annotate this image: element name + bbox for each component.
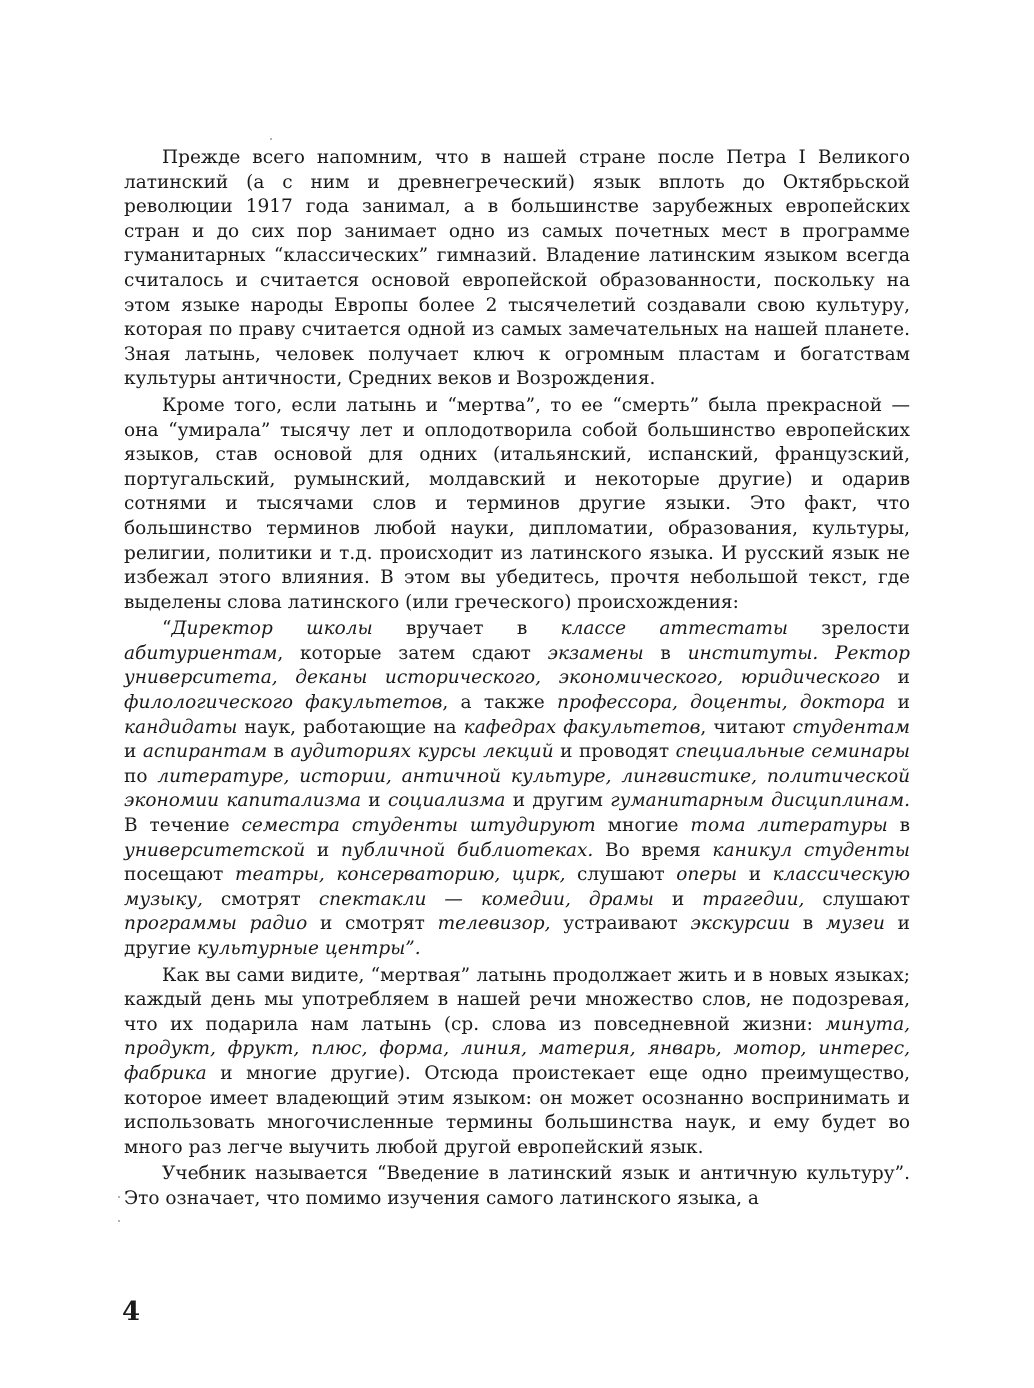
paragraph-5 xyxy=(124,1162,910,1211)
text-segment: в xyxy=(790,913,826,935)
text-segment: и другим xyxy=(505,790,611,812)
text-segment: и проводят xyxy=(553,741,676,763)
text-segment-italic: классе аттестаты xyxy=(560,618,788,640)
text-segment: и xyxy=(885,692,910,714)
text-segment: зрелости xyxy=(788,618,910,640)
text-segment-italic: аспирантам xyxy=(142,741,268,763)
text-segment: и другие xyxy=(124,913,910,959)
text-segment: , которые затем сдают xyxy=(277,642,548,664)
text-segment: и смотрят xyxy=(307,913,438,935)
text-segment-italic: тома литературы xyxy=(690,815,888,837)
text-segment: и xyxy=(653,888,703,910)
text-segment-italic: социализма xyxy=(387,790,506,812)
text-segment-italic: трагедии, xyxy=(702,888,805,910)
text-segment: и многие другие). Отсюда проистекает еще одно преимущество, которое имеет владеющий этим языком: он может осознанно воспринимать и использовать многочисленные термины большинства наук, и ему будет во много раз легче выучить любой другой европейский язык. xyxy=(124,1062,910,1158)
text-segment: Во время xyxy=(593,839,713,861)
paragraph-3-quote xyxy=(124,617,910,961)
text-segment-italic: университетской xyxy=(124,839,306,861)
text-segment-italic: гуманитарным дисциплинам. xyxy=(610,790,910,812)
text-segment: вручает в xyxy=(372,618,561,640)
paragraph-1 xyxy=(124,146,910,392)
text-segment: , читают xyxy=(700,716,793,738)
text-segment: и xyxy=(880,667,911,689)
text-segment-italic: спектакли — комедии, драмы xyxy=(318,888,654,910)
text-segment: в xyxy=(267,741,291,763)
text-segment-italic: литературе, истории, античной культуре, лингвистике, политической экономии капитализма xyxy=(124,765,910,812)
text-segment: посещают xyxy=(124,864,235,886)
text-segment: слушают xyxy=(804,888,910,910)
text-segment-italic: классическую музыку, xyxy=(124,864,911,910)
text-segment-italic: оперы xyxy=(676,864,738,886)
text-segment-italic: абитуриентам xyxy=(124,642,278,664)
text-segment: Учебник называется “Введение в латинский язык и античную культуру”. Это означает, что помимо изучения самого латинского языка, а xyxy=(124,1163,910,1209)
text-segment-italic: специальные семинары xyxy=(675,741,910,763)
page-text-block xyxy=(124,146,910,1212)
text-segment: Прежде всего напомним, что в нашей стране после Петра I Великого латинский (а с ним и древнегреческий) язык вплоть до Октябрьской революции 1917 года занимал, а в большинстве зарубежных европейских стран и до сих пор занимает одно из самых почетных мест в программе гуманитарных “классических” гимназий. Владение латинским языком всегда считалось и считается основой европейской образованности, поскольку на этом языке народы Европы более 2 тысячелетий создавали свою культуру, которая по праву считается одной из самых замечательных на нашей планете. Зная латынь, человек получает ключ к огромным пластам и богатствам культуры античности, Средних веков и Возрождения. xyxy=(124,147,910,390)
text-segment-italic: музеи xyxy=(825,913,885,935)
text-segment-italic: экзамены xyxy=(547,642,644,664)
text-segment: “ xyxy=(162,618,172,640)
text-segment: в xyxy=(643,642,688,664)
text-segment-italic: кандидаты xyxy=(124,716,238,738)
text-segment: Кроме того, если латынь и “мертва”, то ее “смерть” была прекрасной — она “умирала” тысячу лет и оплодотворила собой большинство европейских языков, став основой для одних (итальянский, испанский, французский, португальский, румынский, молдавский и некоторые другие) и одарив сотнями и тысячами слов и терминов другие языки. Это факт, что большинство терминов любой науки, дипломатии, образования, культуры, религии, политики и т.д. происходит из латинского языка. И русский язык не избежал этого влияния. В этом вы убедитесь, прочтя небольшой текст, где выделены слова латинского (или греческого) происхождения: xyxy=(124,394,910,613)
text-segment-italic: театры, консерваторию, цирк, xyxy=(234,864,566,886)
text-segment-italic: семестра студенты штудируют xyxy=(241,815,596,837)
paragraph-2 xyxy=(124,394,910,615)
text-segment-italic: аудиториях курсы лекций xyxy=(290,741,554,763)
text-segment-italic: культурные центры”. xyxy=(196,938,421,959)
text-segment: наук, работающие на xyxy=(237,716,464,738)
text-segment: в xyxy=(887,815,911,837)
text-segment: и xyxy=(124,741,143,763)
text-segment: Как вы сами видите, “мертвая” латынь продолжает жить и в новых языках; каждый день мы употребляем в нашей речи множество слов, не подозревая, что их подарила нам латынь (ср. слова из повседневной жизни: xyxy=(124,964,910,1035)
text-segment: и xyxy=(360,790,388,812)
text-segment-italic: институты. Ректор университета, деканы исторического, экономического, юридического xyxy=(124,642,910,689)
text-segment-italic: программы радио xyxy=(124,913,308,935)
text-segment: смотрят xyxy=(202,888,319,910)
text-segment-italic: публичной библиотеках. xyxy=(340,839,594,861)
text-segment: и xyxy=(737,864,773,886)
text-segment-italic: филологического факультетов xyxy=(124,692,443,714)
scan-speck xyxy=(118,1196,120,1198)
text-segment-italic: экскурсии xyxy=(690,913,791,935)
text-segment: слушают xyxy=(565,864,677,886)
text-segment: многие xyxy=(595,815,691,837)
text-segment: по xyxy=(124,765,158,787)
text-segment-italic: кафедрах факультетов xyxy=(463,716,701,738)
text-segment: и xyxy=(305,839,341,861)
text-segment: устраивают xyxy=(550,913,691,935)
text-segment: , а также xyxy=(442,692,557,714)
scan-speck xyxy=(270,138,272,140)
text-segment-italic: телевизор, xyxy=(437,913,551,935)
text-segment-italic: каникул студенты xyxy=(712,839,910,861)
scan-speck xyxy=(118,1220,120,1222)
text-segment-italic: Директор школы xyxy=(171,618,373,640)
text-segment-italic: студентам xyxy=(792,716,910,738)
text-segment: В течение xyxy=(124,815,242,837)
paragraph-4 xyxy=(124,964,910,1161)
text-segment-italic: профессора, доценты, доктора xyxy=(556,692,886,714)
page-number: 4 xyxy=(122,1297,141,1327)
text-segment-italic: минута, продукт, фрукт, плюс, форма, линия, материя, январь, мотор, интерес, фабрика xyxy=(124,1013,910,1084)
